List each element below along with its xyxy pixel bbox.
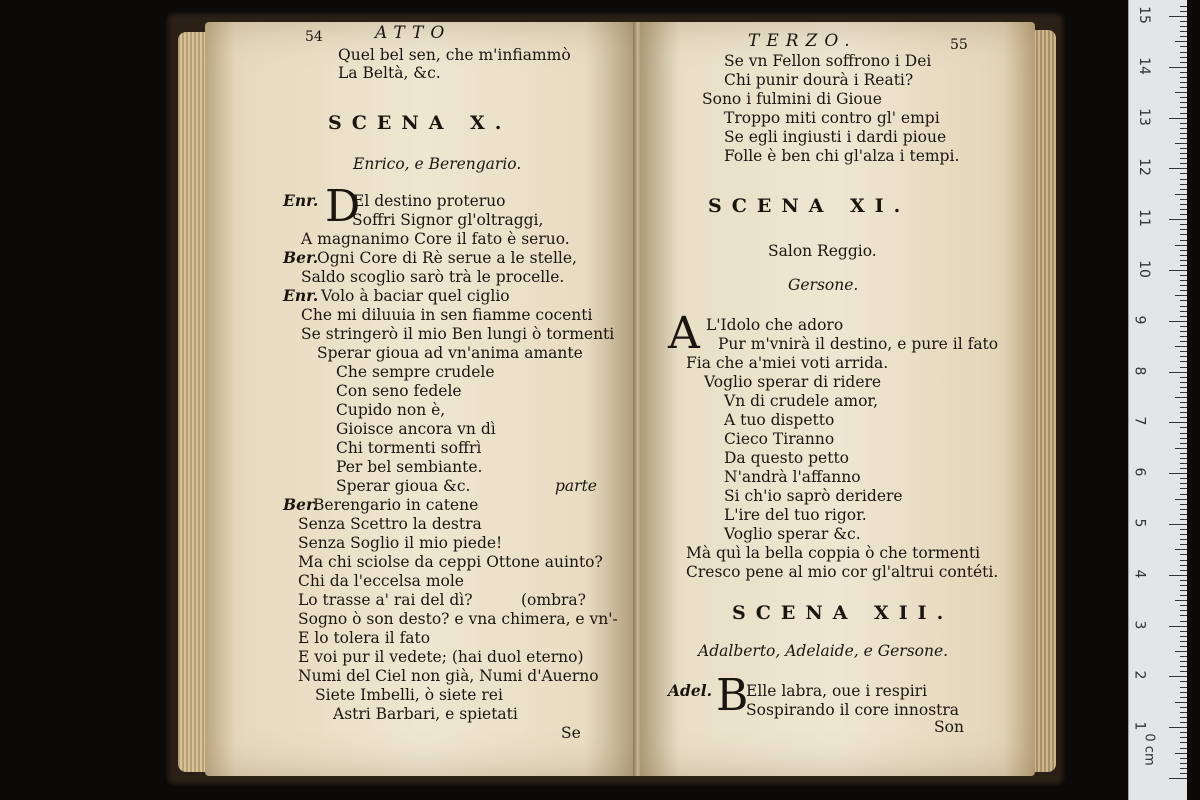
ruler-tick (1175, 143, 1187, 144)
ruler-tick (1180, 427, 1187, 428)
ruler-tick (1180, 107, 1187, 108)
ruler-tick (1175, 194, 1187, 195)
ruler-number: 11 (1135, 209, 1152, 228)
ruler-tick (1180, 636, 1187, 637)
ruler-tick (1180, 189, 1187, 190)
ruler-tick (1180, 128, 1187, 129)
ruler-tick (1175, 245, 1187, 246)
ruler-tick (1169, 219, 1187, 220)
ruler-tick (1180, 478, 1187, 479)
ruler-tick (1180, 214, 1187, 215)
ruler-tick (1180, 204, 1187, 205)
verse-line: El destino proteruo (353, 192, 506, 210)
ruler-tick (1180, 351, 1187, 352)
ruler-tick (1180, 504, 1187, 505)
ruler-tick (1180, 36, 1187, 37)
ruler-tick (1180, 57, 1187, 58)
ruler-tick (1180, 615, 1187, 616)
ruler-tick (1175, 346, 1187, 347)
ruler-tick (1180, 758, 1187, 759)
ruler-tick (1180, 580, 1187, 581)
ruler-tick (1169, 372, 1187, 373)
verse-line: Per bel sembiante. (336, 458, 483, 476)
scene-10-title: SCENA X. (328, 112, 512, 134)
verse-line: L'Idolo che adoro (706, 316, 844, 334)
scene-10-characters: Enrico, e Berengario. (353, 155, 522, 173)
ruler-tick (1180, 468, 1187, 469)
ruler-tick (1180, 280, 1187, 281)
verse-line: Sogno ò son desto? e vna chimera, e vn'- (298, 610, 618, 628)
ruler-tick (1180, 590, 1187, 591)
ruler-tick (1180, 311, 1187, 312)
ruler-tick (1169, 575, 1187, 576)
right-page-number: 55 (950, 37, 968, 53)
ruler-tick (1180, 275, 1187, 276)
verse-line: Volo à baciar quel ciglio (321, 287, 510, 305)
verse-line: Siete Imbelli, ò siete rei (315, 686, 503, 704)
verse-line: Senza Soglio il mio piede! (298, 534, 503, 552)
ruler-tick (1180, 387, 1187, 388)
ruler-tick (1175, 92, 1187, 93)
left-top-line-1: Quel bel sen, che m'infiammò (338, 46, 571, 64)
verse-line: Che sempre crudele (336, 363, 495, 381)
ruler-tick (1180, 234, 1187, 235)
ruler-tick (1180, 52, 1187, 53)
right-top-line: Se vn Fellon soffrono i Dei (724, 52, 932, 70)
ruler-tick (1180, 6, 1187, 7)
ruler-tick (1180, 443, 1187, 444)
ruler-tick (1180, 732, 1187, 733)
scene-11-title: SCENA XI. (708, 195, 911, 217)
ruler-tick (1180, 494, 1187, 495)
verse-line: Che mi diluuia in sen fiamme cocenti (301, 306, 593, 324)
ruler-number: 7 (1131, 416, 1148, 426)
verse-line: Ma chi sciolse da ceppi Ottone auinto? (298, 553, 603, 571)
speaker-label: Ber. (283, 248, 319, 267)
ruler-tick (1180, 483, 1187, 484)
scene-11-characters: Gersone. (788, 276, 859, 294)
verse-line: Soffri Signor gl'oltraggi, (352, 211, 544, 229)
ruler-tick (1169, 168, 1187, 169)
verse-line: Sperar gioua &c. (336, 477, 471, 495)
ruler-tick (1180, 46, 1187, 47)
ruler-tick (1180, 306, 1187, 307)
ruler-tick (1180, 285, 1187, 286)
ruler-tick (1180, 646, 1187, 647)
ruler-tick (1180, 82, 1187, 83)
right-running-head: TERZO. (748, 31, 857, 51)
ruler-tick (1180, 707, 1187, 708)
ruler-tick (1180, 407, 1187, 408)
verse-line: Chi da l'eccelsa mole (298, 572, 464, 590)
ruler-tick (1180, 148, 1187, 149)
ruler-tick (1169, 524, 1187, 525)
ruler-tick (1180, 773, 1187, 774)
ruler-tick (1180, 138, 1187, 139)
verse-line: Mà quì la bella coppia ò che tormenti (686, 544, 981, 562)
ruler-tick (1180, 255, 1187, 256)
verse-line: A tuo dispetto (724, 411, 835, 429)
scene-12-title: SCENA XII. (732, 602, 954, 624)
ruler-tick (1180, 102, 1187, 103)
ruler-tick (1180, 62, 1187, 63)
ruler-tick (1180, 768, 1187, 769)
ruler-number: 12 (1135, 158, 1152, 177)
ruler-tick (1180, 712, 1187, 713)
left-page (205, 22, 637, 776)
ruler-tick (1180, 179, 1187, 180)
ruler-tick (1180, 87, 1187, 88)
ruler-tick (1169, 778, 1187, 779)
verse-line: Vn di crudele amor, (724, 392, 879, 410)
ruler-tick (1175, 41, 1187, 42)
ruler-tick (1169, 626, 1187, 627)
verse-line: Cupido non è, (336, 401, 446, 419)
verse-line: N'andrà l'affanno (724, 468, 861, 486)
ruler-tick (1180, 290, 1187, 291)
ruler-tick (1175, 448, 1187, 449)
scene-11-place: Salon Reggio. (768, 242, 877, 260)
ruler-tick (1180, 402, 1187, 403)
ruler-tick (1180, 463, 1187, 464)
verse-line: Da questo petto (724, 449, 849, 467)
dropcap-a: A (668, 308, 700, 359)
ruler-tick (1180, 641, 1187, 642)
ruler-number: 6 (1131, 467, 1148, 477)
ruler-tick (1180, 361, 1187, 362)
ruler-tick (1180, 737, 1187, 738)
verse-line: Berengario in catene (313, 496, 479, 514)
ruler-tick (1169, 67, 1187, 68)
ruler-tick (1180, 595, 1187, 596)
ruler-tick (1169, 422, 1187, 423)
right-catchword: Son (934, 718, 964, 736)
ruler-tick (1180, 377, 1187, 378)
ruler-tick (1180, 11, 1187, 12)
left-page-edges (178, 32, 208, 772)
left-page-number: 54 (305, 29, 323, 45)
ruler-tick (1180, 173, 1187, 174)
verse-line: Gioisce ancora vn dì (336, 420, 496, 438)
ruler-tick (1180, 21, 1187, 22)
right-page (640, 22, 1035, 776)
ruler-number: 4 (1131, 569, 1148, 579)
ruler-tick (1175, 397, 1187, 398)
ruler-tick (1180, 570, 1187, 571)
ruler-tick (1180, 748, 1187, 749)
verse-line: Ogni Core di Rè serue a le stelle, (317, 249, 577, 267)
ruler-tick (1169, 270, 1187, 271)
measurement-ruler (1128, 0, 1187, 800)
ruler-tick (1175, 753, 1187, 754)
verse-line: Si ch'io saprò deridere (724, 487, 903, 505)
ruler-tick (1180, 610, 1187, 611)
verse-line: Fia che a'miei voti arrida. (686, 354, 889, 372)
verse-line: Astri Barbari, e spietati (333, 705, 518, 723)
speaker-label: Enr. (283, 286, 319, 305)
ruler-tick (1169, 473, 1187, 474)
ruler-tick (1180, 123, 1187, 124)
right-top-line: Chi punir dourà i Reati? (724, 71, 914, 89)
ruler-tick (1180, 392, 1187, 393)
left-catchword: Se (561, 724, 581, 742)
ruler-tick (1180, 133, 1187, 134)
ruler-tick (1180, 554, 1187, 555)
right-top-line: Folle è ben chi gl'alza i tempi. (724, 147, 960, 165)
ruler-tick (1180, 438, 1187, 439)
verse-line: Voglio sperar di ridere (704, 373, 882, 391)
ruler-tick (1180, 163, 1187, 164)
ruler-tick (1180, 300, 1187, 301)
ruler-tick (1180, 240, 1187, 241)
speaker-label: Enr. (283, 191, 319, 210)
ruler-tick (1180, 316, 1187, 317)
verse-line: Cieco Tiranno (724, 430, 835, 448)
ruler-tick (1180, 453, 1187, 454)
ruler-tick (1180, 529, 1187, 530)
ruler-tick (1180, 199, 1187, 200)
verse-line: Chi tormenti soffrì (336, 439, 482, 457)
margin-ombra: (ombra? (521, 591, 586, 609)
ruler-tick (1180, 560, 1187, 561)
ruler-tick (1180, 539, 1187, 540)
ruler-tick (1180, 184, 1187, 185)
ruler-tick (1180, 382, 1187, 383)
ruler-tick (1175, 549, 1187, 550)
ruler-number: 10 (1135, 260, 1152, 278)
ruler-tick (1180, 519, 1187, 520)
ruler-tick (1180, 692, 1187, 693)
ruler-number: 13 (1135, 107, 1152, 126)
ruler-tick (1180, 356, 1187, 357)
left-top-line-2: La Beltà, &c. (338, 64, 441, 82)
ruler-tick (1180, 97, 1187, 98)
ruler-tick (1180, 687, 1187, 688)
ruler-tick (1180, 153, 1187, 154)
ruler-tick (1180, 260, 1187, 261)
ruler-tick (1180, 336, 1187, 337)
ruler-tick (1180, 412, 1187, 413)
ruler-tick (1180, 433, 1187, 434)
ruler-tick (1180, 265, 1187, 266)
ruler-tick (1180, 697, 1187, 698)
verse-line: L'ire del tuo rigor. (724, 506, 867, 524)
ruler-tick (1180, 341, 1187, 342)
ruler-number: 14 (1135, 56, 1152, 75)
verse-line: E lo tolera il fato (298, 629, 431, 647)
ruler-tick (1180, 209, 1187, 210)
ruler-number: 1 (1131, 721, 1148, 731)
ruler-tick (1180, 717, 1187, 718)
ruler-number: 5 (1131, 518, 1148, 528)
verse-line: Sospirando il core innostra (746, 701, 960, 719)
ruler-tick (1180, 326, 1187, 327)
ruler-tick (1169, 16, 1187, 17)
ruler-tick (1180, 458, 1187, 459)
ruler-tick (1180, 26, 1187, 27)
ruler-tick (1180, 656, 1187, 657)
stage-direction-parte: parte (555, 477, 597, 495)
ruler-tick (1180, 488, 1187, 489)
ruler-tick (1175, 702, 1187, 703)
ruler-tick (1180, 585, 1187, 586)
ruler-tick (1180, 77, 1187, 78)
ruler-tick (1180, 671, 1187, 672)
ruler-tick (1180, 534, 1187, 535)
verse-line: Senza Scettro la destra (298, 515, 482, 533)
ruler-number: 15 (1135, 6, 1152, 24)
ruler-tick (1180, 681, 1187, 682)
speaker-label: Adel. (668, 681, 713, 700)
dropcap-b: B (716, 670, 749, 721)
verse-line: A magnanimo Core il fato è seruo. (301, 230, 570, 248)
ruler-tick (1175, 499, 1187, 500)
verse-line: Se stringerò il mio Ben lungi ò tormenti (301, 325, 615, 343)
ruler-tick (1180, 367, 1187, 368)
ruler-tick (1180, 72, 1187, 73)
ruler-tick (1175, 295, 1187, 296)
verse-line: E voi pur il vedete; (hai duol eterno) (298, 648, 584, 666)
ruler-tick (1180, 224, 1187, 225)
ruler-tick (1180, 666, 1187, 667)
right-top-line: Sono i fulmini di Gioue (702, 90, 882, 108)
verse-line: Pur m'vnirà il destino, e pure il fato (718, 335, 999, 353)
ruler-tick (1180, 331, 1187, 332)
ruler-tick (1180, 722, 1187, 723)
verse-line: Saldo scoglio sarò trà le procelle. (301, 268, 565, 286)
ruler-number: 2 (1131, 670, 1148, 680)
ruler-tick (1180, 763, 1187, 764)
verse-line: Elle labra, oue i respiri (746, 682, 928, 700)
ruler-tick (1175, 600, 1187, 601)
ruler-tick (1175, 651, 1187, 652)
dropcap-d: D (325, 181, 361, 232)
ruler-tick (1180, 514, 1187, 515)
ruler-tick (1180, 621, 1187, 622)
ruler-tick (1180, 31, 1187, 32)
ruler-tick (1180, 544, 1187, 545)
ruler-tick (1180, 509, 1187, 510)
verse-line: Voglio sperar &c. (724, 525, 861, 543)
ruler-tick (1169, 727, 1187, 728)
ruler-tick (1169, 676, 1187, 677)
ruler-tick (1169, 118, 1187, 119)
ruler-tick (1180, 742, 1187, 743)
ruler-unit-label: 0 cm (1141, 733, 1157, 766)
ruler-number: 8 (1131, 366, 1148, 376)
ruler-number: 9 (1131, 315, 1148, 325)
ruler-tick (1169, 321, 1187, 322)
ruler-tick (1180, 661, 1187, 662)
ruler-tick (1180, 565, 1187, 566)
right-top-line: Se egli ingiusti i dardi pioue (724, 128, 947, 146)
verse-line: Lo trasse a' rai del dì? (298, 591, 473, 609)
verse-line: Numi del Ciel non già, Numi d'Auerno (298, 667, 599, 685)
ruler-tick (1180, 250, 1187, 251)
verse-line: Sperar gioua ad vn'anima amante (317, 344, 583, 362)
left-running-head: ATTO (375, 23, 452, 43)
right-top-line: Troppo miti contro gl' empi (724, 109, 940, 127)
ruler-number: 3 (1131, 620, 1148, 630)
ruler-tick (1180, 417, 1187, 418)
ruler-tick (1180, 113, 1187, 114)
ruler-tick (1180, 229, 1187, 230)
speaker-label: Ber. (283, 495, 319, 514)
scene-12-characters: Adalberto, Adelaide, e Gersone. (698, 642, 949, 660)
ruler-tick (1180, 631, 1187, 632)
ruler-tick (1180, 605, 1187, 606)
verse-line: Con seno fedele (336, 382, 462, 400)
verse-line: Cresco pene al mio cor gl'altrui contéti. (686, 563, 999, 581)
ruler-tick (1180, 158, 1187, 159)
